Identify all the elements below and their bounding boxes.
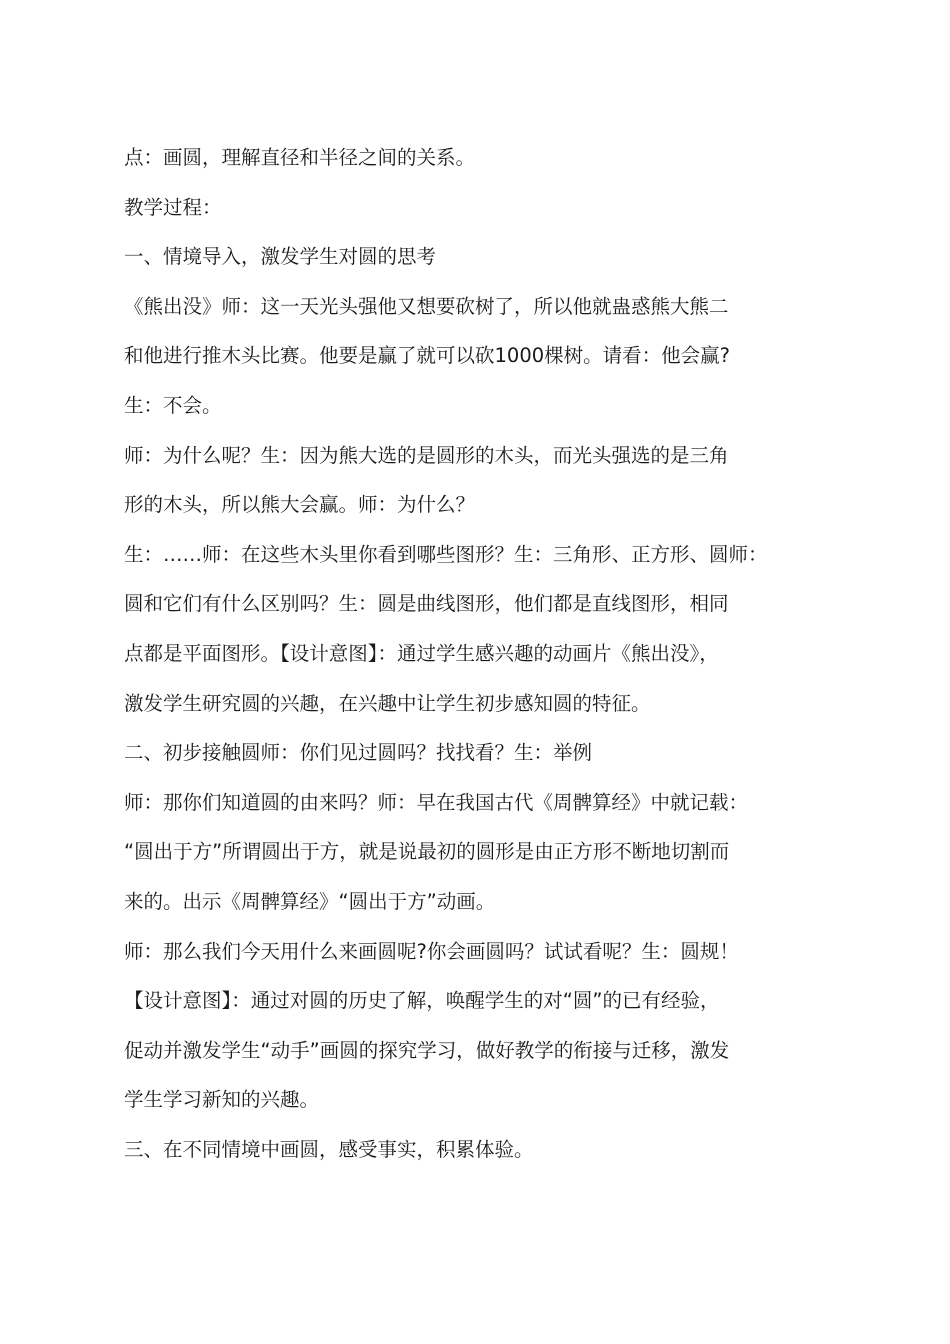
text-line: 生：不会。 <box>124 393 222 417</box>
section-heading: 教学过程： <box>124 195 222 219</box>
section-heading: 二、初步接触圆师：你们见过圆吗？找找看？生：举例 <box>124 741 593 765</box>
text-line: 点都是平面图形。【设计意图】：通过学生感兴趣的动画片《熊出没》， <box>124 641 719 665</box>
text-line: 点：画圆，理解直径和半径之间的关系。 <box>124 146 476 169</box>
text-line: 【设计意图】：通过对圆的历史了解，唤醒学生的对“圆”的已有经验， <box>124 989 720 1013</box>
text-line: 师：为什么呢？生：因为熊大选的是圆形的木头，而光头强选的是三角 <box>124 443 729 467</box>
document-body <box>124 143 844 1184</box>
text-line: 形的木头，所以熊大会赢。师：为什么？ <box>124 493 476 517</box>
text-line: 《熊出没》师：这一天光头强他又想要砍树了，所以他就蛊惑熊大熊二 <box>124 294 729 318</box>
text-line: 促动并激发学生“动手”画圆的探究学习，做好教学的衔接与迁移，激发 <box>124 1038 730 1062</box>
text-line: 生：……师：在这些木头里你看到哪些图形？生：三角形、正方形、圆师： <box>124 542 768 566</box>
text-line: 和他进行推木头比赛。他要是赢了就可以砍1000棵树。请看：他会赢? <box>124 344 730 368</box>
text-line: 圆和它们有什么区别吗？生：圆是曲线图形，他们都是直线图形，相同 <box>124 592 729 616</box>
text-line: 师：那么我们今天用什么来画圆呢?你会画圆吗？试试看呢？生：圆规！ <box>124 939 739 963</box>
section-heading: 一、情境导入，激发学生对圆的思考 <box>124 245 437 269</box>
text-line: 来的。出示《周髀算经》“圆出于方”动画。 <box>124 889 496 913</box>
text-line: 学生学习新知的兴趣。 <box>124 1088 320 1112</box>
text-line: “圆出于方”所谓圆出于方，就是说最初的圆形是由正方形不断地切割而 <box>124 840 730 864</box>
text-line: 激发学生研究圆的兴趣，在兴趣中让学生初步感知圆的特征。 <box>124 691 651 715</box>
text-line: 师：那你们知道圆的由来吗？师：早在我国古代《周髀算经》中就记载： <box>124 790 749 814</box>
section-heading: 三、在不同情境中画圆，感受事实，积累体验。 <box>124 1137 534 1161</box>
